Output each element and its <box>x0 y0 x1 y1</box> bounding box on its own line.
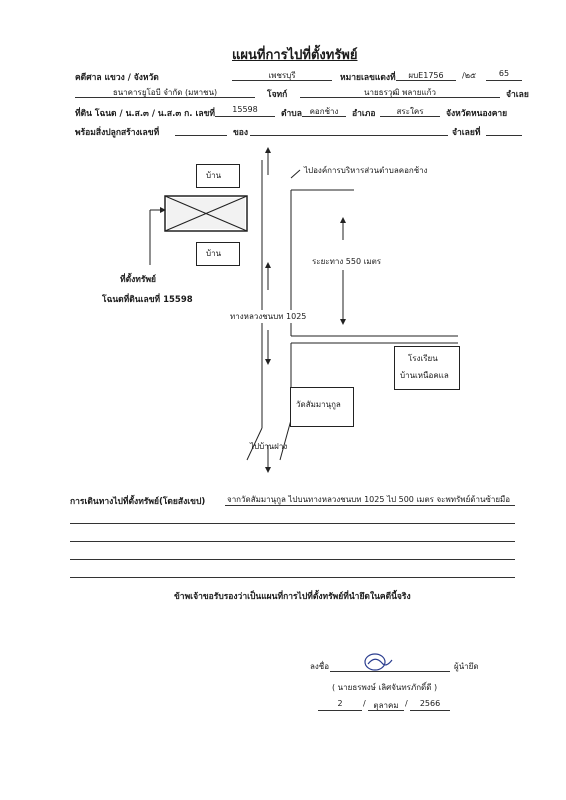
subdistrict-value: คอกช้าง <box>309 107 339 116</box>
property-label: ที่ตั้งทรัพย์ <box>120 275 157 285</box>
of-label: ของ <box>233 128 249 138</box>
sign-label: ลงชื่อ <box>310 662 330 671</box>
plaintiff-value: ธนาคารยูโอบี จำกัด (มหาชน) <box>112 88 218 97</box>
directions-text: จากวัดสัมมานุกูล ไปบนทางหลวงชนบท 1025 ไป 500 เมตร จะพทรัพย์ด้านซ้ายมือ <box>227 495 511 504</box>
case-year-prefix: /๒๕ <box>462 71 477 80</box>
case-no-value: ผบE1756 <box>408 71 444 80</box>
defendant-no-label: จำเลยที่ <box>452 128 481 138</box>
highway-label: ทางหลวงชนบท 1025 <box>230 312 307 321</box>
province-label: จังหวัดหนองคาย <box>446 109 508 119</box>
directions-label: การเดินทางไปที่ตั้งทรัพย์(โดยสังเขป) <box>70 497 206 507</box>
page-title: แผนที่การไปที่ตั้งทรัพย์ <box>232 48 358 63</box>
to-village-label: ไปบ้านฝาง <box>250 442 288 451</box>
sign-sep-2: / <box>405 699 408 708</box>
deed-value: 15598 <box>232 105 258 114</box>
defendant-value: นายธรวุฒิ พลายแก้ว <box>364 88 436 97</box>
signer-name: ( นายธรพงษ์ เลิศจันทรภักดิ์ดี ) <box>332 683 438 692</box>
sign-day-underline <box>318 710 362 711</box>
deed-label: ที่ดิน โฉนด / น.ส.๓ / น.ส.๓ ก. เลขที่ <box>75 109 215 119</box>
certify-text: ข้าพเจ้าขอรับรองว่าเป็นแผนที่การไปที่ตั้งทรัพย์ที่นำยึดในคดีนี้จริง <box>174 592 411 602</box>
sign-year: 2566 <box>419 699 441 708</box>
sign-year-underline <box>410 710 450 711</box>
signer-role: ผู้นำยึด <box>454 662 479 671</box>
subdistrict-label: ตำบล <box>281 109 302 119</box>
sign-underline <box>330 671 450 672</box>
sign-month-underline <box>368 710 404 711</box>
map-deed-label: โฉนดที่ดินเลขที่ 15598 <box>102 295 193 305</box>
sign-month: ตุลาคม <box>373 701 399 710</box>
distance-label: ระยะทาง 550 เมตร <box>312 257 382 266</box>
sign-day: 2 <box>337 699 343 708</box>
plaintiff-label: โจทก์ <box>267 90 288 100</box>
to-office-label: ไปองค์การบริหารส่วนตำบลคอกช้าง <box>304 166 428 175</box>
school-label-1: โรงเรียน <box>408 354 438 363</box>
case-year-value: 65 <box>498 69 510 78</box>
building-label: พร้อมสิ่งปลูกสร้างเลขที่ <box>75 128 160 138</box>
district-label: อำเภอ <box>352 109 376 119</box>
court-value: เพชรบุรี <box>268 71 296 80</box>
sign-sep-1: / <box>363 699 366 708</box>
house-bottom-label: บ้าน <box>206 249 222 258</box>
district-value: สระใคร <box>396 107 424 116</box>
court-label: คดีศาล แขวง / จังหวัด <box>75 73 159 83</box>
defendant-label: จำเลย <box>506 90 529 100</box>
case-no-label: หมายเลขแดงที่ <box>340 73 396 83</box>
temple-label: วัดสัมมานุกูล <box>296 400 341 409</box>
house-top-label: บ้าน <box>206 171 222 180</box>
school-label-2: บ้านเหนือคแล <box>400 371 449 380</box>
